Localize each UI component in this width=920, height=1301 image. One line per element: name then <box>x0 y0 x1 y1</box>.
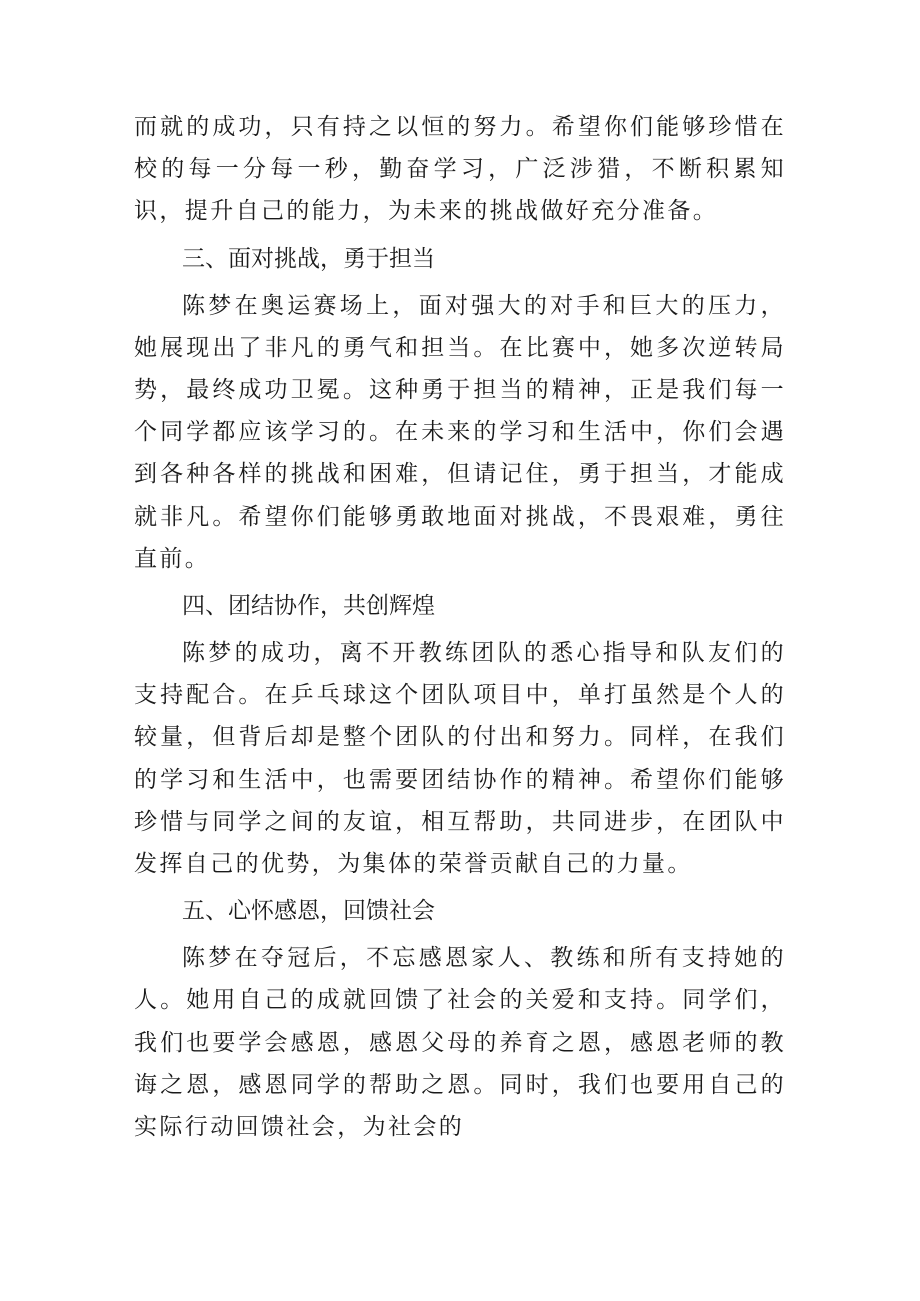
section-heading-5: 五、心怀感恩，回馈社会 <box>182 898 435 925</box>
paragraph-continuation: 而就的成功，只有持之以恒的努力。希望你们能够珍惜在校的每一分每一秒，勤奋学习，广泛涉猎，不断积累知识，提升自己的能力，为未来的挑战做好充分准备。 <box>134 114 786 225</box>
section-heading-3: 三、面对挑战，勇于担当 <box>182 245 435 272</box>
paragraph-section-3: 陈梦在奥运赛场上，面对强大的对手和巨大的压力，她展现出了非凡的勇气和担当。在比赛中，她多次逆转局势，最终成功卫冕。这种勇于担当的精神，正是我们每一个同学都应该学习的。在未来的学习和生活中，你们会遇到各种各样的挑战和困难，但请记住，勇于担当，才能成就非凡。希望你们能够勇敢地面对挑战，不畏艰难，勇往直前。 <box>134 292 786 572</box>
paragraph-section-4: 陈梦的成功，离不开教练团队的悉心指导和队友们的支持配合。在乒乓球这个团队项目中，单打虽然是个人的较量，但背后却是整个团队的付出和努力。同样，在我们的学习和生活中，也需要团结协作的精神。希望你们能够珍惜与同学之间的友谊，相互帮助，共同进步，在团队中发挥自己的优势，为集体的荣誉贡献自己的力量。 <box>134 640 786 878</box>
document-body <box>134 106 786 1153</box>
paragraph-section-5: 陈梦在夺冠后，不忘感恩家人、教练和所有支持她的人。她用自己的成就回馈了社会的关爱和支持。同学们，我们也要学会感恩，感恩父母的养育之恩，感恩老师的教诲之恩，感恩同学的帮助之恩。同时，我们也要用自己的实际行动回馈社会，为社会的 <box>134 945 786 1141</box>
section-heading-4: 四、团结协作，共创辉煌 <box>182 593 435 620</box>
